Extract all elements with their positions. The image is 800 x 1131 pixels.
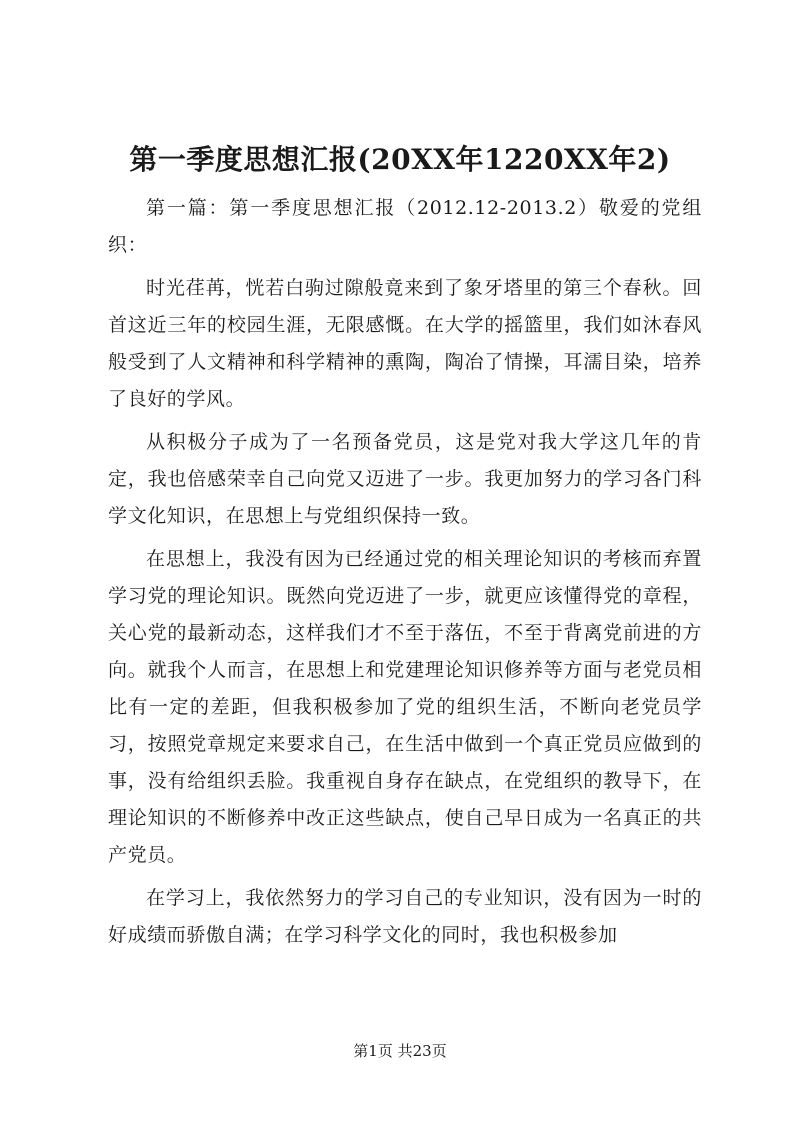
- paragraph: 时光荏苒，恍若白驹过隙般竟来到了象牙塔里的第三个春秋。回首这近三年的校园生涯，无限感慨。在大学的摇篮里，我们如沐春风般受到了人文精神和科学精神的熏陶，陶冶了情操，耳濡目染，培养了良好的学风。: [108, 277, 702, 410]
- document-title: 第一季度思想汇报(20XX年1220XX年2): [129, 143, 671, 176]
- paragraph: 从积极分子成为了一名预备党员，这是党对我大学这几年的肯定，我也倍感荣幸自己向党又迈进了一步。我更加努力的学习各门科学文化知识，在思想上与党组织保持一致。: [108, 431, 702, 527]
- paragraph: 在思想上，我没有因为已经通过党的相关理论知识的考核而弃置学习党的理论知识。既然向党迈进了一步，就更应该懂得党的章程，关心党的最新动态，这样我们才不至于落伍，不至于背离党前进的方向。就我个人而言，在思想上和党建理论知识修养等方面与老党员相比有一定的差距，但我积极参加了党的组织生活，不断向老党员学习，按照党章规定来要求自己，在生活中做到一个真正党员应做到的事，没有给组织丢脸。我重视自身存在缺点，在党组织的教导下，在理论知识的不断修养中改正这些缺点，使自己早日成为一名真正的共产党员。: [108, 548, 702, 866]
- document-body: [108, 190, 702, 960]
- page-number-footer: 第1页 共23页: [353, 1042, 447, 1060]
- paragraph: 第一篇：第一季度思想汇报（2012.12-2013.2）敬爱的党组织：: [108, 197, 702, 256]
- paragraph: 在学习上，我依然努力的学习自己的专业知识，没有因为一时的好成绩而骄傲自满；在学习科学文化的同时，我也积极参加: [108, 887, 702, 946]
